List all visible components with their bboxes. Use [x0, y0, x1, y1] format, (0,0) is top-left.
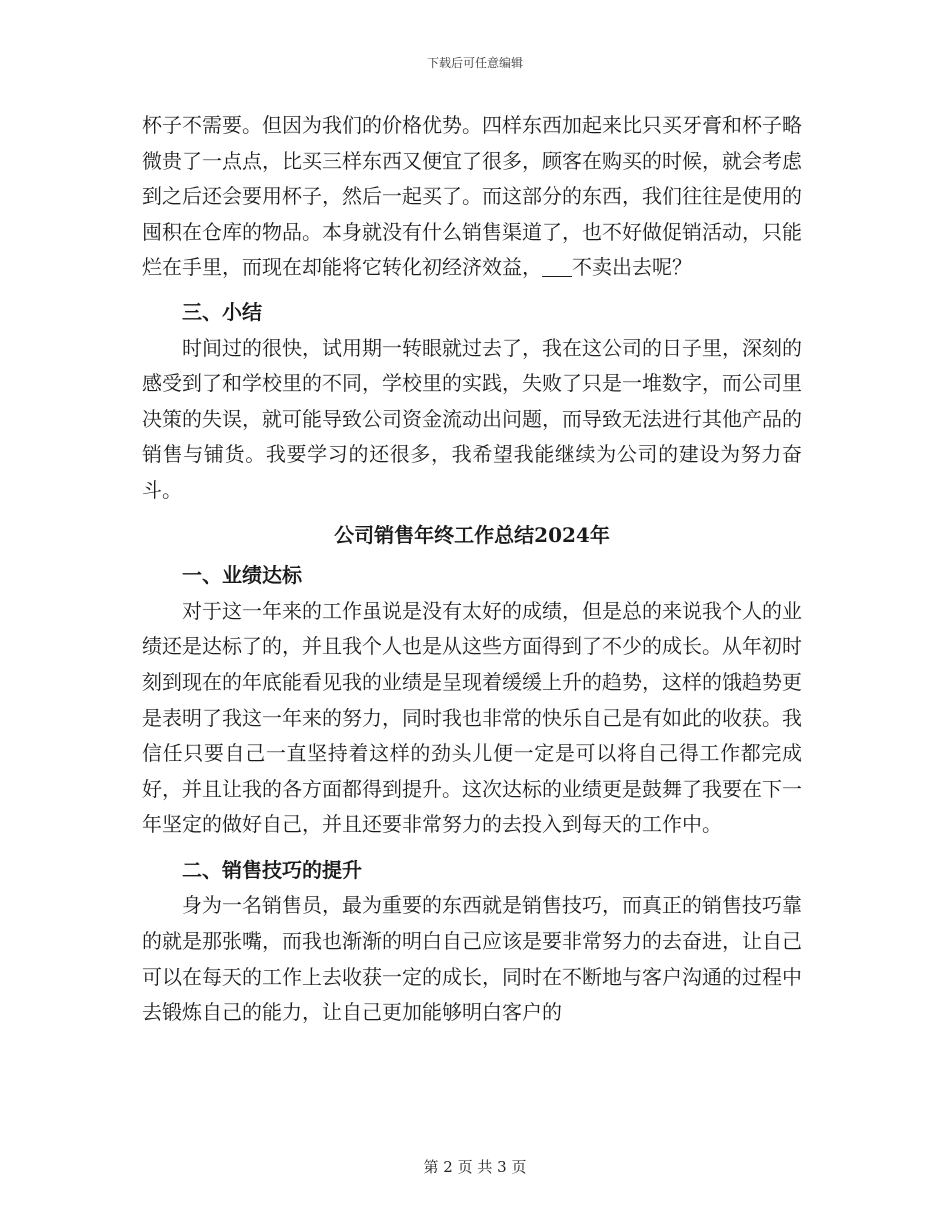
document-title: 公司销售年终工作总结2024年 — [334, 522, 610, 547]
continuation-text: 杯子不需要。但因为我们的价格优势。四样东西加起来比只买牙膏和杯子略微贵了一点点，比买三样东西又便宜了很多，顾客在购买的时候，就会考虑到之后还会要用杯子，然后一起买了。而这部分的东西，我们往往是使用的囤积在仓库的物品。本身就没有什么销售渠道了，也不好做促销活动，只能烂在手里，而现在却能将它转化初经济效益， — [142, 113, 802, 280]
continuation-paragraph — [142, 108, 802, 286]
page-footer: 第 2 页 共 3 页 — [423, 1158, 527, 1176]
section-heading-summary: 三、小结 — [182, 299, 262, 324]
sales-skills-paragraph: 身为一名销售员，最为重要的东西就是销售技巧，而真正的销售技巧靠的就是那张嘴，而我也渐渐的明白自己应该是要非常努力的去奋进，让自己可以在每天的工作上去收获一定的成长，同时在不断地与客户沟通的过程中去锻炼自己的能力，让自己更加能够明白客户的 — [142, 893, 802, 1025]
performance-paragraph: 对于这一年来的工作虽说是没有太好的成绩，但是总的来说我个人的业绩还是达标了的，并且我个人也是从这些方面得到了不少的成长。从年初时刻到现在的年底能看见我的业绩是呈现着缓缓上升的趋势，这样的饿趋势更是表明了我这一年来的努力，同时我也非常的快乐自己是有如此的收获。我信任只要自己一直坚持着这样的劲头儿便一定是可以将自己得工作都完成好，并且让我的各方面都得到提升。这次达标的业绩更是鼓舞了我要在下一年坚定的做好自己，并且还要非常努力的去投入到每天的工作中。 — [142, 598, 802, 837]
document-body — [142, 108, 802, 1031]
continuation-tail: 不卖出去呢？ — [572, 255, 692, 280]
section-heading-sales-skills: 二、销售技巧的提升 — [182, 857, 362, 882]
blank-underline — [542, 256, 572, 277]
section-heading-performance: 一、业绩达标 — [182, 563, 302, 588]
summary-paragraph: 时间过的很快，试用期一转眼就过去了，我在这公司的日子里，深刻的感受到了和学校里的不同，学校里的实践，失败了只是一堆数字，而公司里决策的失误，就可能导致公司资金流动出问题，而导致无法进行其他产品的销售与铺货。我要学习的还很多，我希望我能继续为公司的建设为努力奋斗。 — [142, 335, 802, 502]
page-header: 下载后可任意编辑 — [426, 56, 523, 70]
